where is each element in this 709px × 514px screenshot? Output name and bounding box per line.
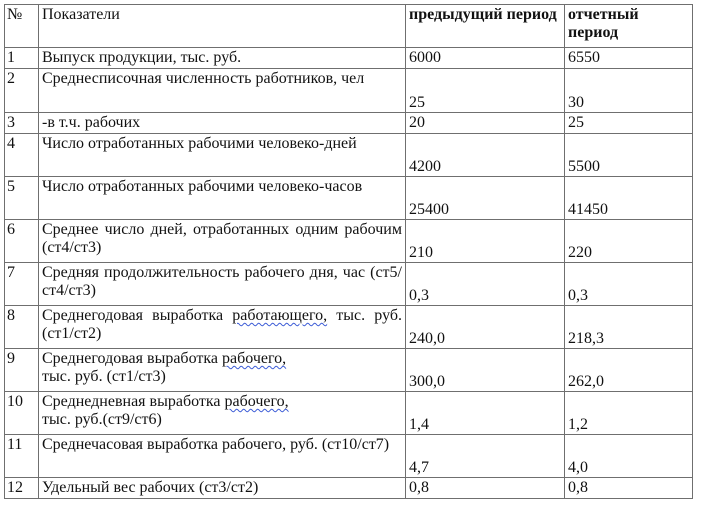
row-indicator: Среднечасовая выработка рабочего, руб. (ст10/ст7): [39, 435, 406, 478]
table-row: [5, 263, 693, 306]
table-row: [5, 392, 693, 435]
row-current-value: 4,0: [565, 435, 693, 478]
row-previous-value: 0,3: [406, 263, 565, 306]
header-previous-period: предыдущий период: [406, 5, 565, 48]
row-previous-value: 4,7: [406, 435, 565, 478]
row-current-value: 25: [565, 113, 693, 134]
row-indicator: Число отработанных рабочими человеко-часов: [39, 177, 406, 220]
spellcheck-underlined-word: рабочего,: [224, 393, 289, 410]
table-row: [5, 306, 693, 349]
row-indicator: Средняя продолжительность рабочего дня, час (ст5/ст4/ст3): [39, 263, 406, 306]
table-row: [5, 220, 693, 263]
row-num: 1: [5, 48, 39, 69]
row-indicator-part: тыс. руб. (ст1/ст2): [42, 307, 402, 342]
row-indicator: Удельный вес рабочих (ст3/ст2): [39, 478, 406, 499]
header-indicator: Показатели: [39, 5, 406, 48]
row-num: 9: [5, 349, 39, 392]
row-num: 3: [5, 113, 39, 134]
row-num: 7: [5, 263, 39, 306]
header-current-period: отчетный период: [565, 5, 693, 48]
row-previous-value: 0,8: [406, 478, 565, 499]
table-row: [5, 48, 693, 69]
row-previous-value: 6000: [406, 48, 565, 69]
row-num: 11: [5, 435, 39, 478]
row-num: 5: [5, 177, 39, 220]
table-row: [5, 349, 693, 392]
row-indicator: -в т.ч. рабочих: [39, 113, 406, 134]
row-indicator-part: Среднедневная выработка: [42, 393, 225, 410]
row-num: 8: [5, 306, 39, 349]
row-current-value: 30: [565, 69, 693, 113]
row-indicator: [39, 392, 406, 435]
row-current-value: 5500: [565, 134, 693, 177]
row-previous-value: 20: [406, 113, 565, 134]
row-indicator: [39, 349, 406, 392]
row-current-value: 0,3: [565, 263, 693, 306]
row-current-value: 41450: [565, 177, 693, 220]
table-row: [5, 177, 693, 220]
row-previous-value: 210: [406, 220, 565, 263]
table-row: [5, 113, 693, 134]
spellcheck-underlined-word: работающего,: [232, 307, 328, 324]
indicators-table-wrapper: [4, 4, 693, 499]
row-indicator: Среднее число дней, отработанных одним рабочим (ст4/ст3): [39, 220, 406, 263]
row-num: 10: [5, 392, 39, 435]
row-current-value: 0,8: [565, 478, 693, 499]
row-previous-value: 4200: [406, 134, 565, 177]
row-current-value: 218,3: [565, 306, 693, 349]
row-previous-value: 300,0: [406, 349, 565, 392]
row-previous-value: 1,4: [406, 392, 565, 435]
row-indicator: Число отработанных рабочими человеко-дней: [39, 134, 406, 177]
table-row: [5, 435, 693, 478]
row-current-value: 1,2: [565, 392, 693, 435]
row-previous-value: 25400: [406, 177, 565, 220]
table-row: [5, 478, 693, 499]
row-num: 2: [5, 69, 39, 113]
row-num: 4: [5, 134, 39, 177]
row-current-value: 262,0: [565, 349, 693, 392]
row-indicator-part: тыс. руб. (ст1/ст3): [42, 368, 166, 385]
header-num: №: [5, 5, 39, 48]
row-num: 12: [5, 478, 39, 499]
table-row: [5, 134, 693, 177]
row-previous-value: 240,0: [406, 306, 565, 349]
row-indicator-part: Среднегодовая выработка: [42, 307, 233, 324]
row-current-value: 220: [565, 220, 693, 263]
row-current-value: 6550: [565, 48, 693, 69]
row-indicator-part: Среднегодовая выработка: [42, 350, 222, 367]
row-indicator: [39, 306, 406, 349]
row-previous-value: 25: [406, 69, 565, 113]
row-indicator: Выпуск продукции, тыс. руб.: [39, 48, 406, 69]
row-num: 6: [5, 220, 39, 263]
indicators-table: [4, 4, 693, 499]
spellcheck-underlined-word: рабочего,: [221, 350, 287, 367]
table-header-row: [5, 5, 693, 48]
table-row: [5, 69, 693, 113]
row-indicator: Среднесписочная численность работников, чел: [39, 69, 406, 113]
row-indicator-part: тыс. руб.(ст9/ст6): [42, 411, 162, 428]
